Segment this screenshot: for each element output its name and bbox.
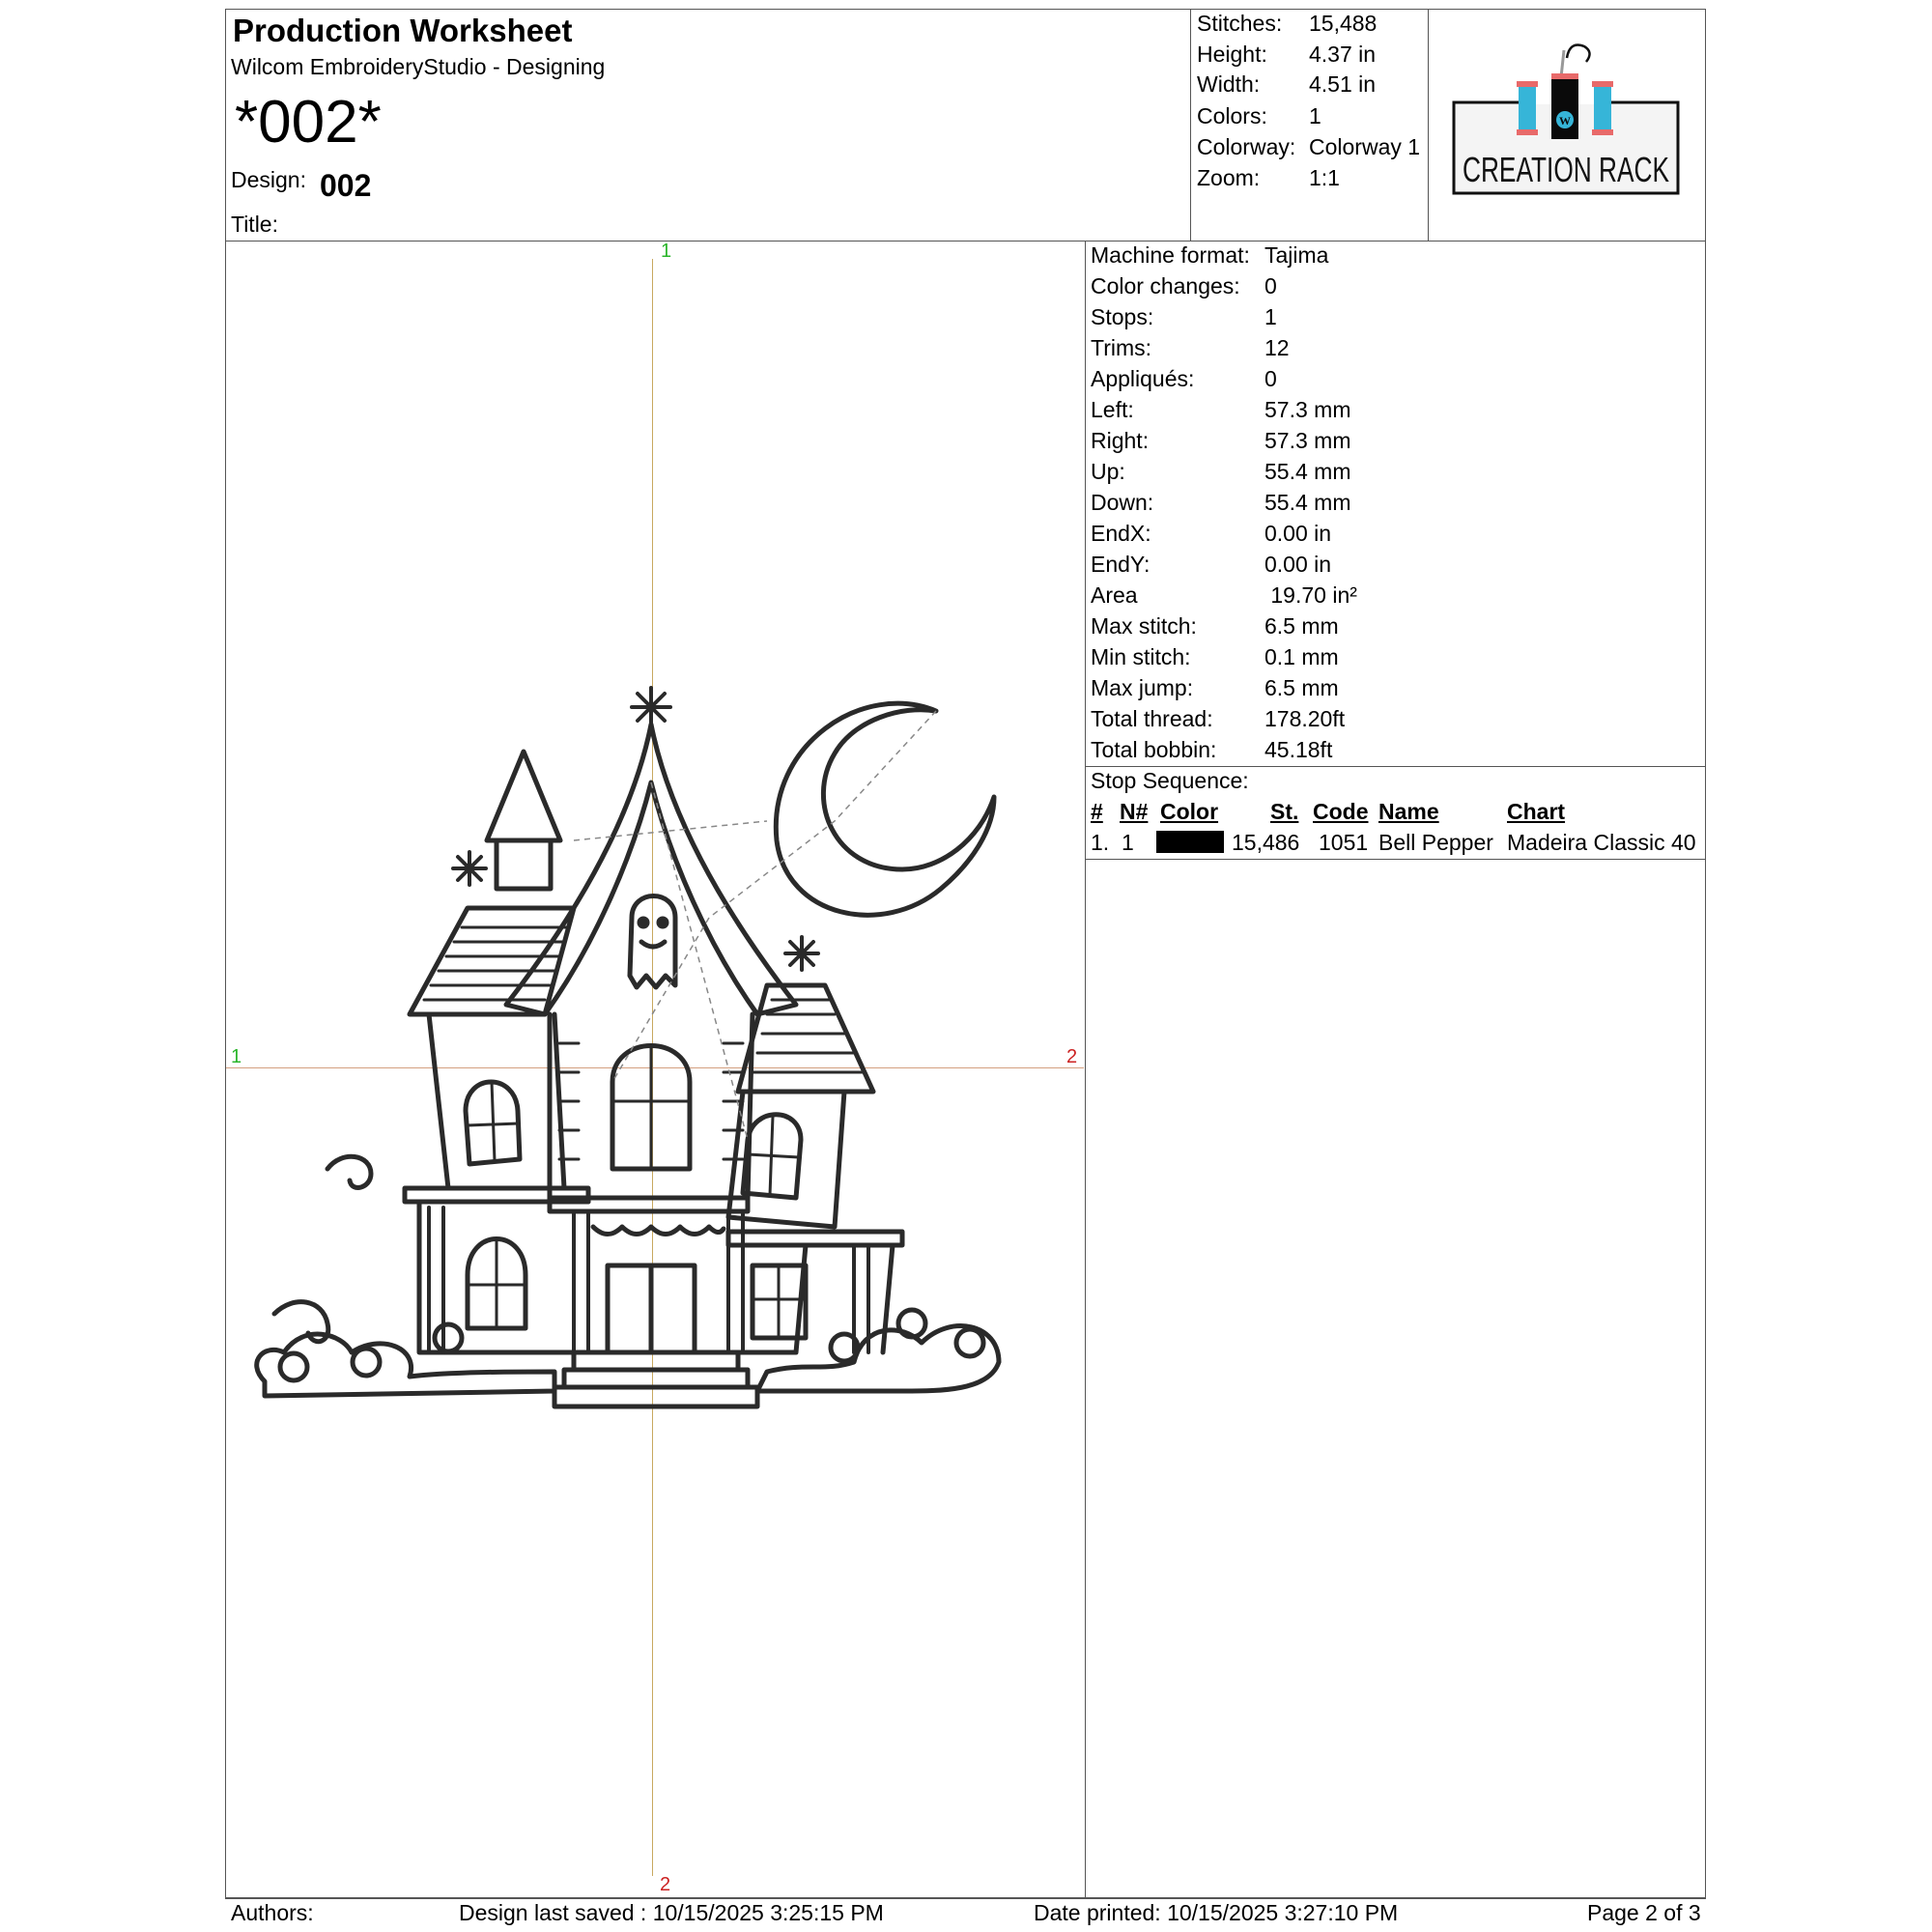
design-value: 002 bbox=[320, 168, 372, 203]
row-num: 1. bbox=[1091, 830, 1110, 855]
star-right bbox=[785, 937, 818, 970]
width-label: Width: bbox=[1197, 71, 1261, 97]
height-value: 4.37 in bbox=[1309, 42, 1377, 67]
moon-shape bbox=[776, 703, 994, 915]
col-header-chart: Chart bbox=[1507, 799, 1566, 824]
swirl-8 bbox=[327, 1156, 371, 1187]
total-bobbin-label: Total bobbin: bbox=[1091, 737, 1217, 762]
trims-value: 12 bbox=[1264, 335, 1290, 360]
appliques-label: Appliqués: bbox=[1091, 366, 1195, 391]
color-swatch bbox=[1156, 831, 1224, 853]
footer-saved: Design last saved : 10/15/2025 3:25:15 PM bbox=[459, 1900, 884, 1925]
creation-rack-logo bbox=[1449, 39, 1681, 203]
left-label: Left: bbox=[1091, 397, 1134, 422]
down-value: 55.4 mm bbox=[1264, 490, 1351, 515]
height-label: Height: bbox=[1197, 42, 1267, 67]
endy-label: EndY: bbox=[1091, 552, 1151, 577]
swirl-3 bbox=[435, 1324, 462, 1351]
page-title: Production Worksheet bbox=[233, 13, 573, 48]
color-changes-value: 0 bbox=[1264, 273, 1277, 298]
software-name: Wilcom EmbroideryStudio - Designing bbox=[231, 54, 606, 79]
footer-divider bbox=[225, 1898, 1706, 1899]
details-divider bbox=[1085, 766, 1706, 767]
total-bobbin-value: 45.18ft bbox=[1264, 737, 1333, 762]
star-top bbox=[632, 688, 670, 726]
axis-label-right: 2 bbox=[1066, 1046, 1078, 1067]
total-thread-label: Total thread: bbox=[1091, 706, 1213, 731]
footer-page: Page 2 of 3 bbox=[1587, 1900, 1701, 1925]
down-label: Down: bbox=[1091, 490, 1154, 515]
col-header-st: St. bbox=[1270, 799, 1299, 824]
left-value: 57.3 mm bbox=[1264, 397, 1351, 422]
area-value: 19.70 in² bbox=[1264, 582, 1357, 608]
max-jump-label: Max jump: bbox=[1091, 675, 1194, 700]
col-header-name: Name bbox=[1378, 799, 1439, 824]
colorway-value: Colorway 1 bbox=[1309, 134, 1421, 159]
title-label: Title: bbox=[231, 212, 278, 237]
axis-label-top: 1 bbox=[661, 241, 672, 262]
header-divider-2 bbox=[1428, 9, 1429, 242]
footer-authors: Authors: bbox=[231, 1900, 314, 1925]
swirl-6 bbox=[956, 1329, 983, 1356]
colors-value: 1 bbox=[1309, 103, 1321, 128]
cloud-left bbox=[257, 1334, 554, 1396]
trims-label: Trims: bbox=[1091, 335, 1152, 360]
colorway-label: Colorway: bbox=[1197, 134, 1296, 159]
design-label: Design: bbox=[231, 167, 306, 192]
right-label: Right: bbox=[1091, 428, 1150, 453]
machine-format-value: Tajima bbox=[1264, 242, 1329, 268]
max-jump-value: 6.5 mm bbox=[1264, 675, 1339, 700]
star-left bbox=[453, 852, 486, 885]
logo-text: CREATION RACK bbox=[1463, 150, 1669, 189]
row-name: Bell Pepper bbox=[1378, 830, 1493, 855]
color-changes-label: Color changes: bbox=[1091, 273, 1240, 298]
preview-divider bbox=[1085, 241, 1086, 1898]
endy-value: 0.00 in bbox=[1264, 552, 1332, 577]
machine-format-label: Machine format: bbox=[1091, 242, 1250, 268]
stitches-label: Stitches: bbox=[1197, 11, 1283, 36]
col-header-color: Color bbox=[1160, 799, 1219, 824]
row-code: 1051 bbox=[1319, 830, 1369, 855]
stops-divider bbox=[1085, 859, 1706, 860]
steps bbox=[574, 1352, 738, 1370]
endx-value: 0.00 in bbox=[1264, 521, 1332, 546]
col-header-num: # bbox=[1091, 799, 1103, 824]
logo-graphic bbox=[1449, 39, 1681, 203]
endx-label: EndX: bbox=[1091, 521, 1151, 546]
design-code: *002* bbox=[235, 89, 382, 156]
stops-label: Stops: bbox=[1091, 304, 1154, 329]
stitches-value: 15,488 bbox=[1309, 11, 1378, 36]
svg-text:W: W bbox=[1559, 114, 1571, 128]
header-divider-1 bbox=[1190, 9, 1191, 242]
awning bbox=[593, 1227, 724, 1235]
axis-label-left: 1 bbox=[231, 1046, 242, 1067]
appliques-value: 0 bbox=[1264, 366, 1277, 391]
area-label: Area bbox=[1091, 582, 1138, 608]
up-label: Up: bbox=[1091, 459, 1125, 484]
col-header-code: Code bbox=[1313, 799, 1369, 824]
axis-label-bottom: 2 bbox=[660, 1874, 671, 1895]
footer-printed: Date printed: 10/15/2025 3:27:10 PM bbox=[1034, 1900, 1399, 1925]
zoom-value: 1:1 bbox=[1309, 165, 1340, 190]
stops-value: 1 bbox=[1264, 304, 1277, 329]
colors-label: Colors: bbox=[1197, 103, 1267, 128]
ghost bbox=[630, 896, 675, 988]
swirl-2 bbox=[353, 1349, 380, 1376]
max-stitch-label: Max stitch: bbox=[1091, 613, 1197, 639]
total-thread-value: 178.20ft bbox=[1264, 706, 1346, 731]
up-value: 55.4 mm bbox=[1264, 459, 1351, 484]
right-value: 57.3 mm bbox=[1264, 428, 1351, 453]
row-chart: Madeira Classic 40 bbox=[1507, 830, 1696, 855]
min-stitch-value: 0.1 mm bbox=[1264, 644, 1339, 669]
width-value: 4.51 in bbox=[1309, 71, 1377, 97]
stop-sequence-title: Stop Sequence: bbox=[1091, 768, 1249, 793]
haunted-house-design bbox=[226, 242, 1084, 1897]
zoom-label: Zoom: bbox=[1197, 165, 1261, 190]
swirl-1 bbox=[280, 1353, 307, 1380]
col-header-n: N# bbox=[1120, 799, 1149, 824]
max-stitch-value: 6.5 mm bbox=[1264, 613, 1339, 639]
min-stitch-label: Min stitch: bbox=[1091, 644, 1191, 669]
turret-roof bbox=[487, 752, 560, 840]
row-st: 15,486 bbox=[1232, 830, 1300, 855]
row-n: 1 bbox=[1122, 830, 1134, 855]
